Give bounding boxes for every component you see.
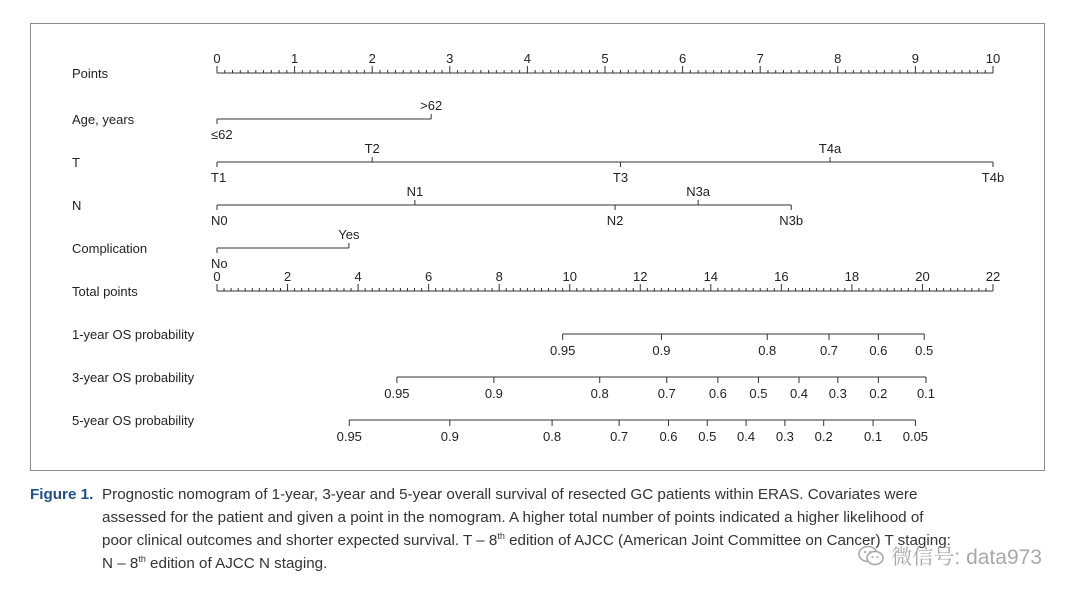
3-year-os-probability-row-label: 3-year OS probability [72, 370, 195, 385]
caption-line-4: N – 8th edition of AJCC N staging. [102, 553, 328, 572]
n-level-label-n0: N0 [211, 213, 228, 228]
1-year-os-probability-row-label: 1-year OS probability [72, 327, 195, 342]
5-year-os-probability-tick-label: 0.6 [659, 429, 678, 444]
n-level-label-n3b: N3b [779, 213, 804, 228]
3-year-os-probability-tick-label: 0.3 [828, 386, 847, 401]
5-year-os-probability-row-label: 5-year OS probability [72, 413, 195, 428]
total-points-tick-label: 22 [985, 269, 1001, 284]
total-points-tick-label: 12 [633, 269, 648, 284]
total-points-tick-label: 4 [354, 269, 362, 284]
5-year-os-probability-tick-label: 0.5 [698, 429, 717, 444]
5-year-os-probability-tick-label: 0.7 [610, 429, 629, 444]
total-points-tick-label: 20 [915, 269, 930, 284]
caption-line-1: Prognostic nomogram of 1-year, 3-year and 5-year overall survival of resected GC patients within ERAS. Covariates were [102, 486, 918, 503]
caption-line-3: poor clinical outcomes and shorter expected survival. T – 8th edition of AJCC (American Joint Committee on Cancer) T staging: [102, 530, 951, 549]
5-year-os-probability-tick-label: 0.05 [902, 429, 929, 444]
points-tick-label: 1 [290, 51, 299, 66]
1-year-os-probability-tick-label: 0.5 [915, 343, 934, 358]
points-tick-label: 8 [834, 51, 842, 66]
1-year-os-probability-tick-label: 0.7 [819, 343, 839, 358]
t-level-label-t3: T3 [612, 170, 629, 185]
3-year-os-probability-tick-label: 0.6 [708, 386, 727, 401]
points-tick-label: 10 [985, 51, 1001, 66]
t-level-label-t4a: T4a [818, 141, 842, 156]
n-level-label-n1: N1 [406, 184, 424, 199]
5-year-os-probability-tick-label: 0.2 [814, 429, 833, 444]
total-points-tick-label: 14 [703, 269, 719, 284]
t-row-label: T [72, 155, 80, 170]
total-points-tick-label: 6 [425, 269, 433, 284]
age-years-level-label-62: >62 [420, 98, 443, 113]
1-year-os-probability-tick-label: 0.95 [550, 343, 576, 358]
complication-row-label: Complication [72, 241, 148, 256]
watermark-text: 微信号: data973 [891, 546, 1042, 569]
3-year-os-probability-tick-label: 0.5 [749, 386, 768, 401]
5-year-os-probability-tick-label: 0.3 [775, 429, 794, 444]
points-tick-label: 2 [368, 51, 376, 66]
3-year-os-probability-tick-label: 0.95 [384, 386, 410, 401]
3-year-os-probability-tick-label: 0.4 [789, 386, 809, 401]
5-year-os-probability-tick-label: 0.1 [864, 429, 883, 444]
t-level-label-t2: T2 [364, 141, 380, 156]
5-year-os-probability-tick-label: 0.9 [440, 429, 459, 444]
1-year-os-probability-tick-label: 0.6 [869, 343, 888, 358]
complication-level-label-yes: Yes [338, 227, 360, 242]
3-year-os-probability-tick-label: 0.9 [484, 386, 503, 401]
total-points-tick-label: 16 [774, 269, 789, 284]
5-year-os-probability-tick-label: 0.95 [336, 429, 362, 444]
5-year-os-probability-tick-label: 0.4 [737, 429, 756, 444]
1-year-os-probability-tick-label: 0.9 [652, 343, 671, 358]
total-points-tick-label: 10 [562, 269, 577, 284]
age-years-row-label: Age, years [72, 112, 135, 127]
3-year-os-probability-tick-label: 0.1 [916, 386, 936, 401]
t-level-label-t1: T1 [211, 170, 227, 185]
points-tick-label: 3 [446, 51, 454, 66]
1-year-os-probability-tick-label: 0.8 [758, 343, 777, 358]
caption-figure-number: Figure 1. [30, 486, 94, 503]
total-points-row-label: Total points [72, 284, 138, 299]
complication-level-label-no: No [211, 256, 228, 271]
watermark [857, 541, 1042, 571]
points-tick-label: 7 [756, 51, 764, 66]
total-points-tick-label: 8 [495, 269, 503, 284]
age-years-level-label-62: ≤62 [211, 127, 233, 142]
caption-line-2: assessed for the patient and given a point in the nomogram. A higher total number of points indicated a higher likelihood of [102, 509, 924, 526]
total-points-tick-label: 2 [283, 269, 292, 284]
total-points-tick-label: 0 [213, 269, 221, 284]
n-row-label: N [72, 198, 82, 213]
3-year-os-probability-tick-label: 0.7 [657, 386, 676, 401]
points-tick-label: 6 [678, 51, 687, 66]
points-tick-label: 5 [601, 51, 609, 66]
points-tick-label: 4 [523, 51, 532, 66]
points-tick-label: 9 [911, 51, 920, 66]
5-year-os-probability-tick-label: 0.8 [543, 429, 562, 444]
points-row-label: Points [72, 66, 109, 81]
3-year-os-probability-tick-label: 0.8 [590, 386, 609, 401]
3-year-os-probability-tick-label: 0.2 [869, 386, 888, 401]
n-level-label-n2: N2 [606, 213, 624, 228]
wechat-icon [857, 545, 885, 567]
t-level-label-t4b: T4b [981, 170, 1005, 185]
n-level-label-n3a: N3a [686, 184, 711, 199]
points-tick-label: 0 [213, 51, 221, 66]
total-points-tick-label: 18 [844, 269, 860, 284]
